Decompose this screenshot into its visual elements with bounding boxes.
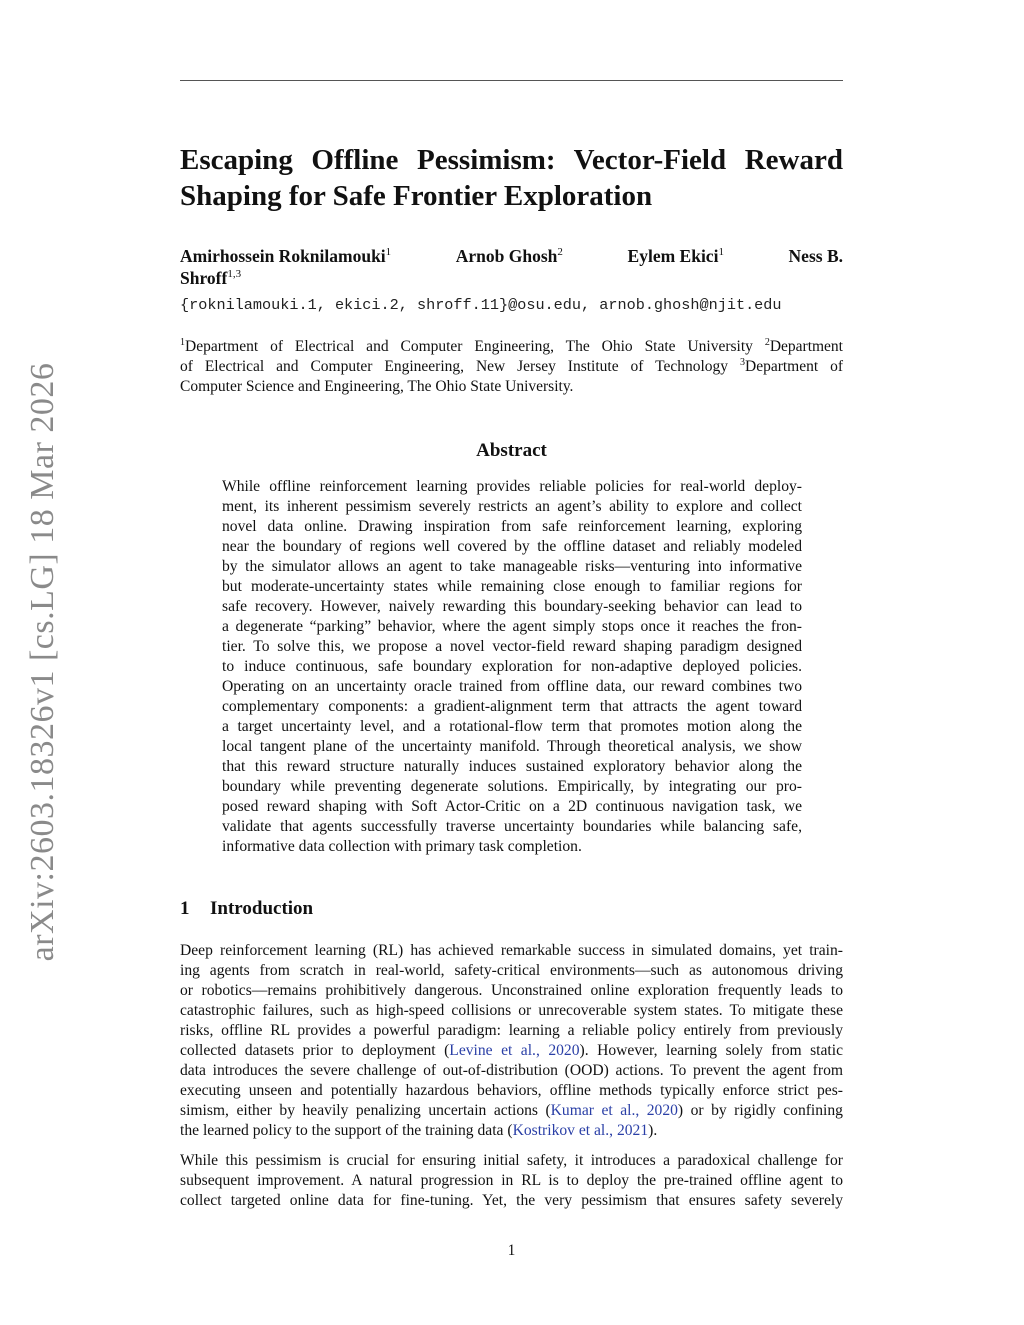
author: Arnob Ghosh$^2$ [455,246,563,266]
paper-title [180,142,843,214]
affiliation-line: Computer Science and Engineering, The Ohio State University. [180,378,574,395]
abstract-line: complementary components: a gradient-alignment term that attracts the agent toward [222,698,802,715]
paragraph-line: executing unseen and potentially hazardous behaviors, offline methods typically enforce strict pes- [180,1082,843,1099]
paragraph-line: subsequent improvement. A natural progression in RL is to deploy the pre-trained offline agent to [180,1172,843,1189]
author-row [180,267,843,289]
paragraph-line: data introduces the severe challenge of out-of-distribution (OOD) actions. To prevent the agent from [180,1062,843,1079]
paragraph-line: collect targeted online data for fine-tuning. Yet, the very pessimism that ensures safety severely [180,1192,843,1209]
paragraph-line: collected datasets prior to deployment (Levine et al., 2020). However, learning solely from static [180,1042,844,1059]
citation-link[interactable]: Kostrikov et al., 2021 [512,1122,649,1139]
abstract-line: posed reward shaping with Soft Actor-Critic on a 2D continuous navigation task, we [222,798,802,815]
abstract-line: tier. To solve this, we propose a novel vector-field reward shaping paradigm designed [222,638,802,655]
paragraph-line: simism, either by heavily penalizing uncertain actions (Kumar et al., 2020) or by rigidly confining [180,1102,843,1119]
abstract-line: by the simulator allows an agent to take manageable risks—venturing into informative [222,558,802,575]
paragraph-line: or robotics—remains prohibitively dangerous. Unconstrained online exploration frequently leads to [180,982,843,999]
abstract-line: ment, its inherent pessimism severely restricts an agent’s ability to explore and collect [222,498,802,515]
paragraph-line: catastrophic failures, such as high-speed collisions or unrecoverable system states. To mitigate these [180,1002,843,1019]
abstract-line: validate that agents successfully traverse uncertainty boundaries while balancing safe, [222,818,802,835]
author: Ness B. [788,246,843,266]
page-number: 1 [507,1242,516,1259]
author: Amirhossein Roknilamouki$^1$ [180,246,392,266]
abstract-line: that this reward structure naturally induces sustained exploratory behavior along the [222,758,802,775]
abstract-line: informative data collection with primary task completion. [222,838,582,855]
author: Eylem Ekici$^1$ [627,246,724,266]
author-row [180,245,843,267]
abstract-line: but moderate-uncertainty states while remaining close enough to familiar regions for [222,578,802,595]
citation-link[interactable]: Kumar et al., 2020 [550,1102,678,1119]
author-list [180,245,843,289]
intro-paragraph [180,941,843,1141]
section-title: Introduction [210,898,314,919]
section-number: 1 [180,898,190,919]
citation-link[interactable]: Levine et al., 2020 [449,1042,580,1059]
abstract-line: Operating on an uncertainty oracle trained from offline data, our reward combines two [222,678,802,695]
paragraph-line: risks, offline RL provides a powerful paradigm: learning a reliable policy entirely from previously [180,1022,843,1039]
paragraph-line: ing agents from scratch in real-world, safety-critical environments—such as autonomous driving [180,962,843,979]
author: Shroff$^{1,3}$ [180,268,242,288]
top-rule [180,80,843,81]
arxiv-identifier: arXiv:2603.18326v1 [cs.LG] 18 Mar 2026 [24,362,61,962]
title-line: Escaping Offline Pessimism: Vector-Field Reward [180,144,843,176]
abstract-line: to induce continuous, safe boundary exploration for non-adaptive deployed policies. [222,658,802,675]
intro-paragraph [180,1151,843,1211]
paragraph-line: Deep reinforcement learning (RL) has achieved remarkable success in simulated domains, yet train- [180,942,843,959]
abstract-line: safe recovery. However, naively rewarding this boundary-seeking behavior can lead to [222,598,802,615]
abstract-line: near the boundary of regions well covered by the offline dataset and reliably modeled [222,538,802,555]
abstract-line: While offline reinforcement learning provides reliable policies for real-world deploy- [222,478,802,495]
author-emails: {roknilamouki.1, ekici.2, shroff.11}@osu.edu, arnob.ghosh@njit.edu [180,296,782,314]
paragraph-line: the learned policy to the support of the training data (Kostrikov et al., 2021). [180,1122,658,1139]
paragraph-line: While this pessimism is crucial for ensuring initial safety, it introduces a paradoxical challenge for [180,1152,843,1169]
abstract-line: novel data online. Drawing inspiration from safe reinforcement learning, exploring [222,518,802,535]
affiliation-line: $^1$Department of Electrical and Computer Engineering, The Ohio State University $^2$Department [180,336,843,355]
title-line: Shaping for Safe Frontier Exploration [180,180,653,212]
affiliation-line: of Electrical and Computer Engineering, New Jersey Institute of Technology $^3$Department of [180,356,844,375]
section-heading [180,898,313,920]
abstract-line: boundary while preventing degenerate solutions. Empirically, by integrating our pro- [222,778,802,795]
affiliations [180,337,843,397]
abstract-body [222,477,802,857]
abstract-line: a degenerate “parking” behavior, where the agent simply stops once it reaches the fron- [222,618,802,635]
abstract-heading: Abstract [476,440,547,461]
abstract-line: local tangent plane of the uncertainty manifold. Through theoretical analysis, we show [222,738,802,755]
abstract-line: a target uncertainty level, and a rotational-flow term that promotes motion along the [222,718,802,735]
